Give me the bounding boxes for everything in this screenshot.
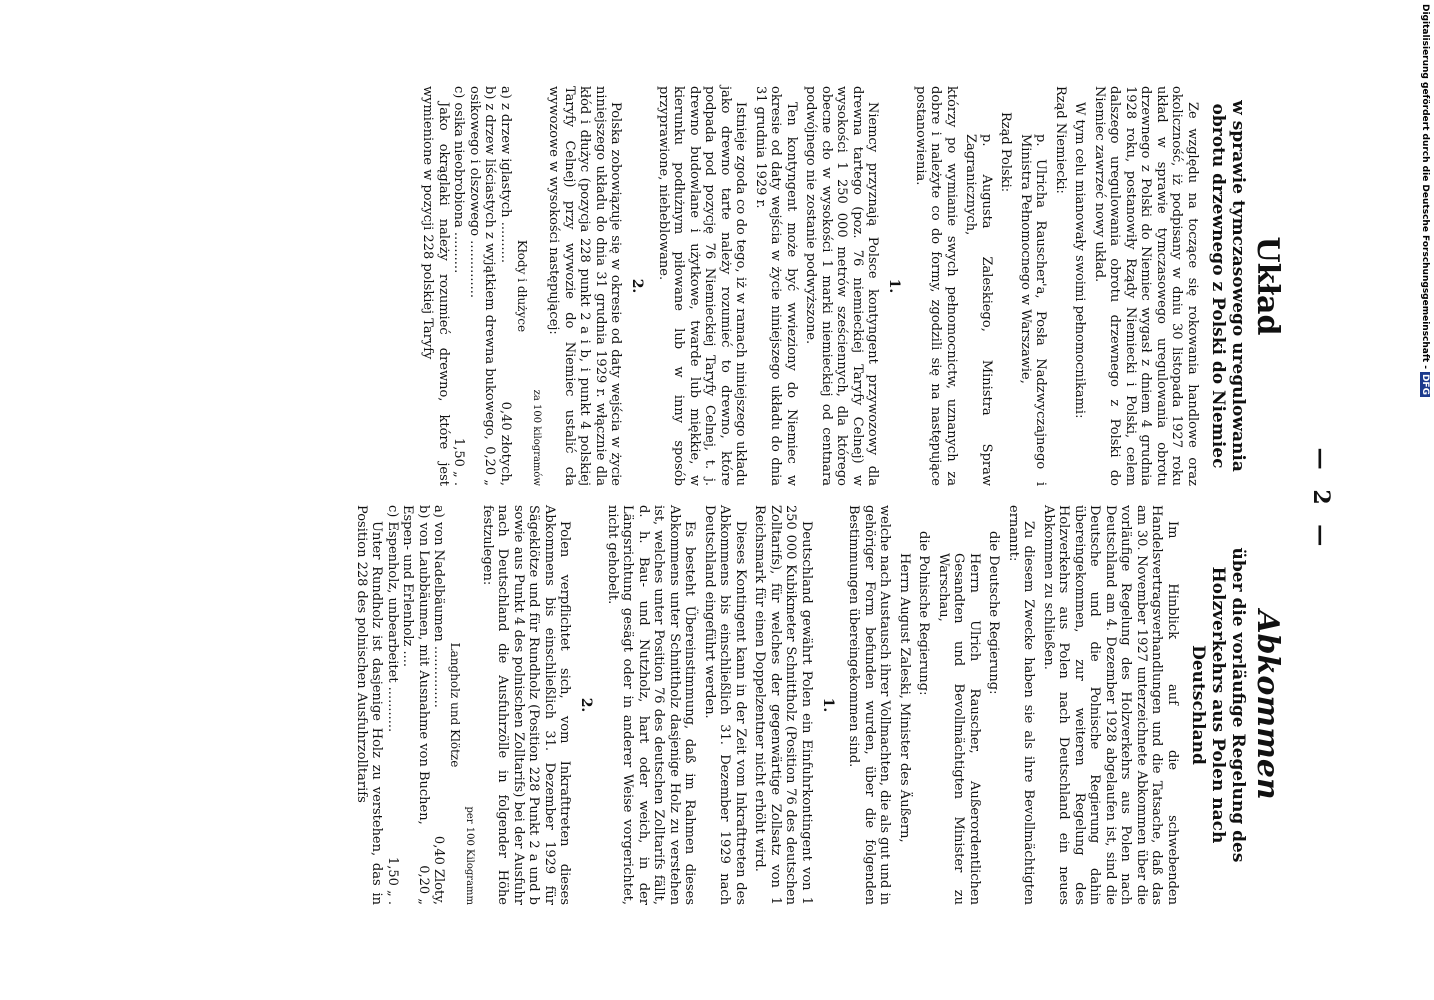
german-after: welche nach Austausch ihrer Vollmachten, die als gut und in gehöriger Form befunden wurden, über die folgenden Bestimmungen übereingekommen sind. xyxy=(846,505,893,905)
digitization-footer xyxy=(1420,4,1430,397)
german-rep-de: Herrn Ulrich Rauscher, Außerordentlichen Gesandten und Bevollmächtigten Minister zu Warschau, xyxy=(936,553,982,905)
german-s2-p2: Unter Rundholz ist dasjenige Holz zu verstehen, das in Position 228 des polnischen Ausfuhrzolltarifs xyxy=(354,505,385,905)
german-row-a xyxy=(431,505,447,905)
german-subtitle: über die vorläufige Regelung des Holzverkehrs aus Polen nach Deutschland xyxy=(1188,547,1248,863)
row-label: c) Espenholz, unbearbeitet ........... xyxy=(385,505,400,733)
polish-s1-p2: Ten kontyngent może być wwieziony do Niemiec w okresie od daty wejścia w życie niniejszego układu do dnia 31 grudnia 1929 r. xyxy=(753,86,799,486)
row-value: 1,50 „ . xyxy=(451,437,467,486)
polish-subtitle: w sprawie tymczasowego uregulowania obrotu drzewnego z Polski do Niemiec xyxy=(1208,100,1248,472)
row-value: 0,20 „ xyxy=(416,865,431,905)
polish-s2-p2: Jako okrąglaki należy rozumieć drewno, które jest wymienione w pozycji 228 polskiej Taryfy xyxy=(420,86,451,486)
polish-row-a xyxy=(498,86,514,486)
german-row-c xyxy=(385,505,401,905)
polish-s1-p3: Istnieje zgoda co do tego, iż w ramach niniejszego układu jako drewno tarte należy rozumieć to drewno, które podpada pod pozycję 76 Niemieckiej Taryfy Celnej, t. j. drewno budowlane i użytkowe, twarde lub miękkie, w kierunku podłużnym piłowane lub w inny sposób przyprawione, nieheblowane. xyxy=(656,86,749,486)
german-section-1-heading: 1. xyxy=(820,697,836,713)
german-intro: Im Hinblick auf die schwebenden Handelsvertragsverhandlungen und die Tatsache, daß das am 30. November 1927 unterzeichnete Abkommen über die vorläufige Regelung des Holzverkehrs aus Polen nach Deutschland am 4. Dezember 1928 abgelaufen ist, sind die Deutsche und die Polnische Regierung dahin übereingekommen, zur weiteren Regelung des Holzverkehrs aus Polen nach Deutschland ein neues Abkommen zu schließen. xyxy=(1041,505,1180,905)
german-row-b xyxy=(400,505,431,905)
polish-rep-de: p. Ulricha Rauscher'a, Posła Nadzwyczajnego i Ministra Pełnomocnego w Warszawie, xyxy=(1018,134,1049,486)
german-s1-p3: Es besteht Übereinstimmung, daß im Rahmen dieses Abkommens unter Schnittholz dasjenige Holz zu verstehen ist, welches unter Position 76 des deutschen Zolltarifs fällt, d. h. Bau- und Nutzholz, hart oder weich, in der Längsrichtung gesägt oder in anderer Weise vorgerichtet, nicht gehobelt. xyxy=(605,505,698,905)
row-label: a) von Nadelbäumen ............... xyxy=(431,505,447,708)
polish-column xyxy=(416,86,1284,486)
polish-rep-pl: p. Augusta Zaleskiego, Ministra Spraw Zagranicznych, xyxy=(963,134,994,486)
polish-appoint: W tym celu mianowały swoimi pełnomocnikami: xyxy=(1072,102,1088,419)
polish-row-b xyxy=(467,86,498,486)
german-s1-p2: Dieses Kontingent kann in der Zeit vom Inkrafttreten des Abkommens bis einschließlich 31. Dezember 1929 nach Deutschland eingeführt werden. xyxy=(702,505,748,905)
row-value: 0,40 Zloty, xyxy=(431,835,447,905)
german-rep-pl: Herrn August Zaleski, Minister des Äußern, xyxy=(897,553,912,843)
row-value: 0,40 złotych, xyxy=(498,401,513,486)
polish-section-2-heading: 2. xyxy=(629,278,646,294)
polish-row-c xyxy=(451,86,467,486)
polish-section-1-heading: 1. xyxy=(886,278,903,294)
row-label: b) von Laubbäumen, mit Ausnahme von Buchen, Espen- und Erlenholz .... xyxy=(400,505,431,825)
polish-gov-de: Rząd Niemiecki: xyxy=(1053,86,1068,194)
polish-gov-pl: Rząd Polski: xyxy=(998,112,1014,193)
row-label: c) osika nieobrobiona .......... xyxy=(451,86,467,274)
german-s1-p1: Deutschland gewährt Polen ein Einfuhrkontingent von 1 250 000 Kubikmeter Schnittholz (Position 76 des deutschen Zolltarifs), für welches der gegenwärtige Zollsatz von 1 Reichsmark für einen Doppelzentner nicht erhöht wird. xyxy=(752,505,814,905)
polish-group: Kłody i dłużyce xyxy=(515,239,529,333)
page-number: — 2 — xyxy=(1308,447,1334,553)
german-gov-de: die Deutsche Regierung: xyxy=(986,531,1002,695)
polish-unit: za 100 kilogramów xyxy=(531,389,542,486)
german-section-2-heading: 2. xyxy=(578,697,595,713)
german-unit: per 100 Kilogramm xyxy=(464,806,476,905)
german-column xyxy=(350,505,1285,905)
german-s2-p1: Polen verpflichtet sich, vom Inkrafttreten dieses Abkommens bis einschließlich 31. Dezember 1929 für Sägeklötze und für Rundholz (Position 228 Punkt 2 a und b sowie aus Punkt 4 des polnischen Zolltarifs) bei der Ausfuhr nach Deutschland die Ausfuhrzölle in folgender Höhe festzulegen: xyxy=(480,505,573,905)
german-title: Abkommen xyxy=(1250,610,1285,800)
footer-text: Digitalisierung gefördert durch die Deutsche Forschungsgemeinschaft - xyxy=(1420,4,1430,369)
row-label: b) z drzew liściastych z wyjątkiem drewna bukowego, osikowego i olszowego .............. xyxy=(467,86,498,440)
german-group: Langholz und Klötze xyxy=(448,642,463,768)
polish-s1-p1: Niemcy przyznają Polsce kontyngent przywozowy dla drewna tartego (poz. 76 niemieckiej Taryfy Celnej) w wysokości 1 250 000 metrów sześciennych, dla którego obecne cło w wysokości 1 marki niemieckiej od centnara podwójnego nie zostanie podwyższone. xyxy=(803,86,881,486)
german-gov-pl: die Polnische Regierung: xyxy=(916,531,932,696)
dfg-logo: DFG xyxy=(1420,373,1430,395)
row-value: 0,20 „ xyxy=(482,446,498,486)
polish-title: Układ xyxy=(1250,236,1285,336)
polish-intro: Ze względu na toczące się rokowania handlowe oraz okoliczność, iż podpisany w dniu 30 listopada 1927 roku układ w sprawie tymczasowego uregulowania obrotu drzewnego z Polski do Niemiec wygasł z dniem 4 grudnia 1928 roku, postanowiły Rządy Niemiecki i Polski, celem dalszego uregulowania obrotu drzewnego z Polski do Niemiec zawrzeć nowy układ. xyxy=(1092,86,1200,486)
row-value: 1,50 „ . xyxy=(385,856,400,905)
polish-s2-p1: Polska zobowiązuje się w okresie od daty wejścia w życie niniejszego układu do dnia 31 grudnia 1929 r. włącznie dla kłód i dłużyc (pozycja 228 punkt 2 a i b, i punkt 4 polskiej Taryfy Celnej) przy wywozie do Niemiec ustalić cła wywozowe w wysokości następującej: xyxy=(546,86,624,486)
polish-after: którzy po wymianie swych pełnomocnictw, uznanych za dobre i należyte co do formy, zgodzili się na następujące postanowienia. xyxy=(913,86,959,486)
german-appoint: Zu diesem Zwecke haben sie als ihre Bevollmächtigten ernannt: xyxy=(1006,505,1037,905)
row-label: a) z drzew iglastych .......... xyxy=(498,86,513,264)
